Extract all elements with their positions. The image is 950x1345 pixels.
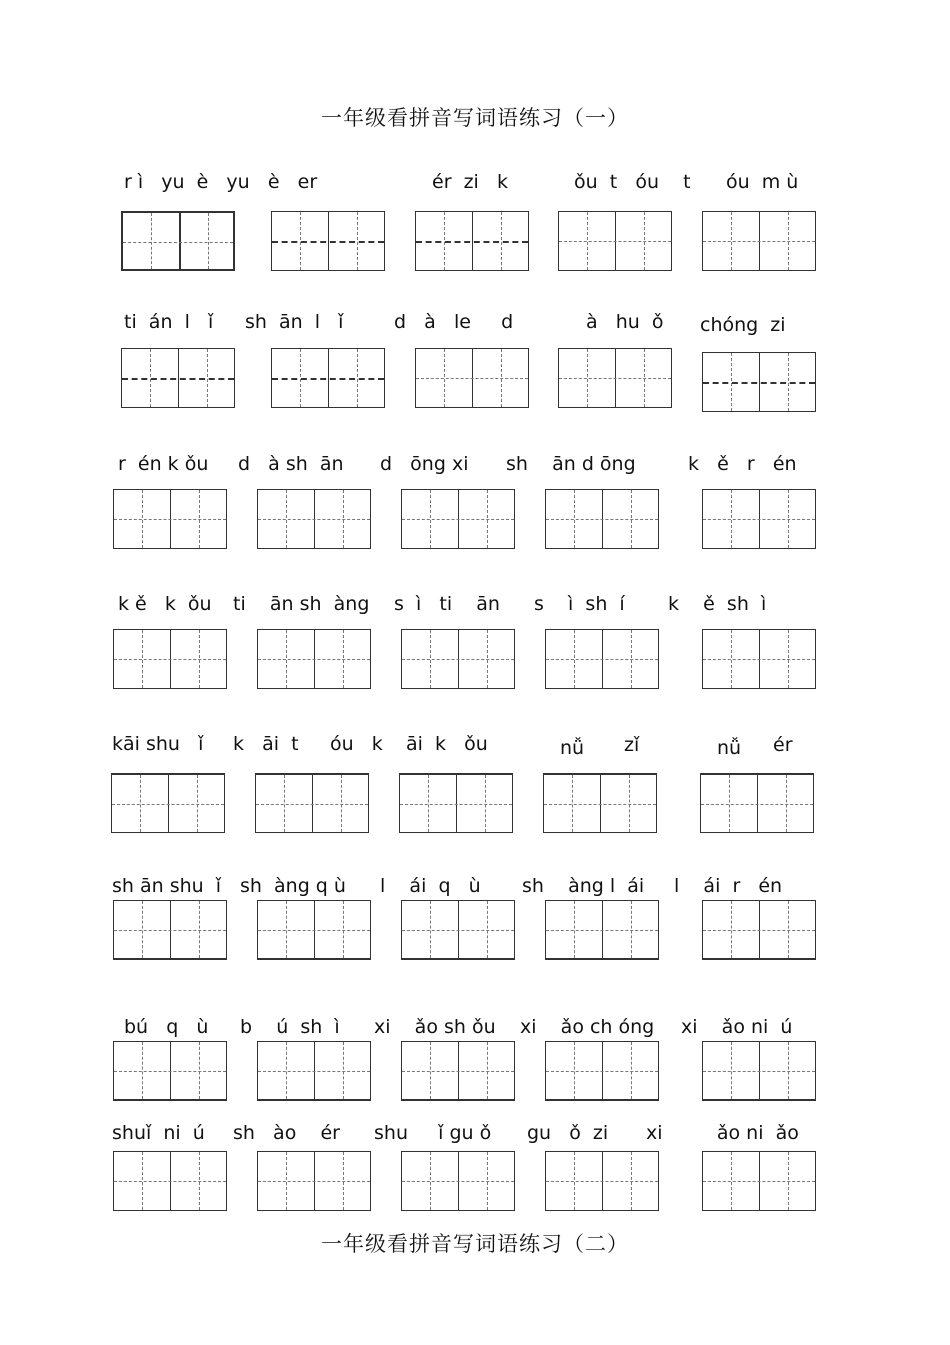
pinyin-label: sh ào ér bbox=[233, 1122, 340, 1144]
writing-grid[interactable] bbox=[113, 629, 227, 689]
pinyin-label: r ì yu è yu è er bbox=[124, 171, 318, 193]
pinyin-label: xi ǎo ni ǎo bbox=[646, 1122, 799, 1144]
writing-grid[interactable] bbox=[702, 1041, 816, 1101]
writing-grid[interactable] bbox=[257, 489, 371, 549]
pinyin-label: k ě k ǒu bbox=[118, 593, 212, 615]
pinyin-label: k ě sh ì bbox=[668, 593, 767, 615]
pinyin-label: l ái q ù bbox=[380, 875, 481, 897]
writing-grid[interactable] bbox=[415, 211, 529, 271]
pinyin-label: nǚ bbox=[560, 737, 585, 759]
pinyin-label: b ú sh ì bbox=[240, 1016, 340, 1038]
writing-grid[interactable] bbox=[255, 773, 369, 833]
writing-grid[interactable] bbox=[702, 1151, 816, 1211]
pinyin-label: xi ǎo ni ú bbox=[681, 1016, 793, 1038]
writing-grid[interactable] bbox=[399, 773, 513, 833]
writing-grid[interactable] bbox=[271, 348, 385, 408]
writing-grid[interactable] bbox=[545, 629, 659, 689]
pinyin-label: l ái r én bbox=[674, 875, 783, 897]
writing-grid[interactable] bbox=[257, 900, 371, 960]
writing-grid[interactable] bbox=[558, 211, 672, 271]
page-title-2: 一年级看拼音写词语练习（二） bbox=[321, 1232, 629, 1256]
writing-grid[interactable] bbox=[545, 1041, 659, 1101]
writing-grid[interactable] bbox=[545, 900, 659, 960]
pinyin-label: chóng zi bbox=[700, 314, 786, 336]
pinyin-label: sh ān shu ǐ bbox=[112, 875, 222, 897]
page-title: 一年级看拼音写词语练习（一） bbox=[321, 106, 629, 130]
writing-grid[interactable] bbox=[121, 348, 235, 408]
pinyin-label: xi ǎo ch óng bbox=[520, 1016, 655, 1038]
writing-grid[interactable] bbox=[257, 629, 371, 689]
pinyin-label: sh ān d ōng bbox=[506, 453, 636, 475]
writing-grid[interactable] bbox=[558, 348, 672, 408]
writing-grid[interactable] bbox=[257, 1041, 371, 1101]
writing-grid[interactable] bbox=[401, 489, 515, 549]
writing-grid[interactable] bbox=[113, 900, 227, 960]
pinyin-label: shuǐ ni ú bbox=[112, 1122, 205, 1144]
writing-grid[interactable] bbox=[702, 352, 816, 412]
pinyin-label: óu m ù bbox=[726, 171, 799, 193]
pinyin-label: ér bbox=[773, 734, 793, 756]
pinyin-label: zǐ bbox=[624, 734, 640, 756]
writing-grid[interactable] bbox=[401, 1151, 515, 1211]
writing-grid[interactable] bbox=[401, 900, 515, 960]
writing-grid[interactable] bbox=[271, 211, 385, 271]
pinyin-label: bú q ù bbox=[124, 1016, 209, 1038]
writing-grid[interactable] bbox=[545, 489, 659, 549]
pinyin-label: s ì sh í bbox=[534, 593, 625, 615]
writing-grid[interactable] bbox=[121, 211, 235, 271]
pinyin-label: sh ān l ǐ bbox=[245, 311, 344, 333]
pinyin-label: d à sh ān bbox=[238, 453, 344, 475]
writing-grid[interactable] bbox=[257, 1151, 371, 1211]
pinyin-label: āi k ǒu bbox=[406, 733, 488, 755]
pinyin-label: ǒu t óu t bbox=[574, 171, 691, 193]
pinyin-label: gu ǒ zi bbox=[527, 1122, 609, 1144]
pinyin-label: ti ān sh àng bbox=[233, 593, 370, 615]
writing-grid[interactable] bbox=[401, 629, 515, 689]
writing-grid[interactable] bbox=[545, 1151, 659, 1211]
pinyin-label: shu ǐ gu ǒ bbox=[374, 1122, 492, 1144]
pinyin-label: r én k ǒu bbox=[118, 453, 209, 475]
pinyin-label: k ě r én bbox=[688, 453, 797, 475]
pinyin-label: sh àng q ù bbox=[240, 875, 346, 897]
pinyin-label: k āi t bbox=[233, 733, 299, 755]
pinyin-label: d à le d bbox=[394, 311, 514, 333]
pinyin-label: ti án l ǐ bbox=[124, 311, 214, 333]
pinyin-label: kāi shu ǐ bbox=[112, 733, 204, 755]
writing-grid[interactable] bbox=[113, 489, 227, 549]
writing-grid[interactable] bbox=[543, 773, 657, 833]
writing-grid[interactable] bbox=[702, 900, 816, 960]
pinyin-label: nǚ bbox=[717, 737, 742, 759]
writing-grid[interactable] bbox=[401, 1041, 515, 1101]
writing-grid[interactable] bbox=[702, 489, 816, 549]
writing-grid[interactable] bbox=[700, 773, 814, 833]
writing-grid[interactable] bbox=[415, 348, 529, 408]
writing-grid[interactable] bbox=[113, 1151, 227, 1211]
pinyin-label: à hu ǒ bbox=[586, 311, 664, 333]
pinyin-label: s ì ti ān bbox=[394, 593, 500, 615]
pinyin-label: ér zi k bbox=[432, 171, 508, 193]
writing-grid[interactable] bbox=[113, 1041, 227, 1101]
writing-grid[interactable] bbox=[702, 629, 816, 689]
writing-grid[interactable] bbox=[111, 773, 225, 833]
pinyin-label: sh àng l ái bbox=[522, 875, 645, 897]
pinyin-label: d ōng xi bbox=[380, 453, 469, 475]
writing-grid[interactable] bbox=[702, 211, 816, 271]
pinyin-label: xi ǎo sh ǒu bbox=[374, 1016, 496, 1038]
pinyin-label: óu k bbox=[330, 733, 383, 755]
